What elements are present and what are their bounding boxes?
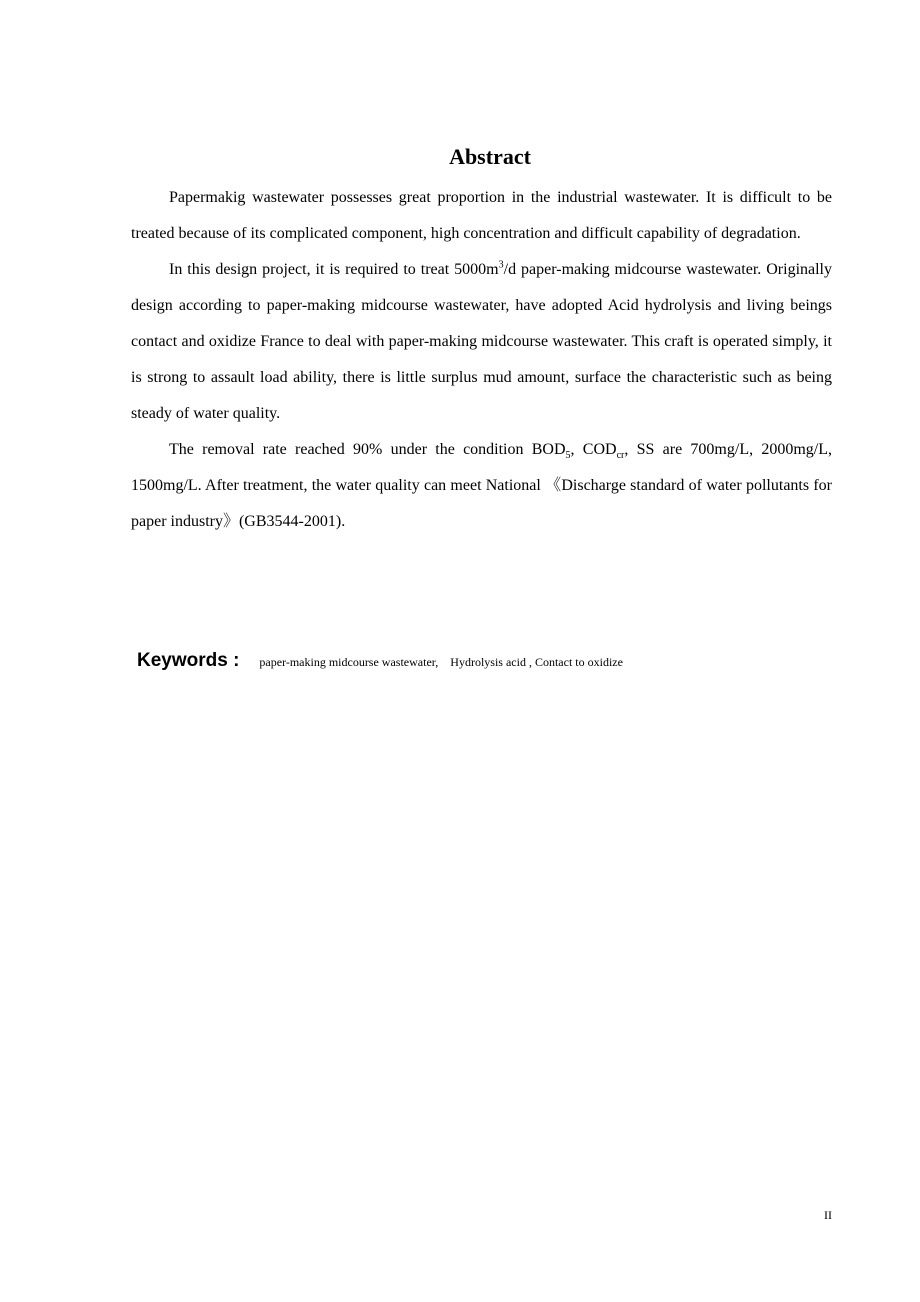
paragraph-3-text-c: , SS are 700mg/L, 2000mg/L, 1500mg/L. After treatment, the water quality can meet National 《Discharge standard of water pollutants for paper industry》(GB3544-2001).	[131, 441, 832, 530]
paragraph-3-text-b: , COD	[570, 441, 617, 458]
keywords-label: Keywords :	[137, 650, 240, 671]
keywords-line	[137, 650, 623, 672]
paragraph-2	[131, 252, 832, 432]
paragraph-1: Papermakig wastewater possesses great proportion in the industrial wastewater. It is difficult to be treated because of its complicated component, high concentration and difficult capability of degradation.	[131, 189, 832, 242]
subscript-bod: 5	[565, 450, 571, 462]
page-number: II	[824, 1208, 832, 1222]
paragraph-3-text-a: The removal rate reached 90% under the condition BOD	[169, 441, 566, 458]
paragraph-2-text-b: /d paper-making midcourse wastewater. Originally design according to paper-making midcourse wastewater, have adopted Acid hydrolysis and living beings contact and oxidize France to deal with paper-making midcourse wastewater. This craft is operated simply, it is strong to assault load ability, there is little surplus mud amount, surface the characteristic such as being steady of water quality.	[131, 261, 833, 422]
paragraph-2-text-a: In this design project, it is required to treat 5000m	[169, 261, 499, 278]
abstract-body	[131, 180, 832, 540]
subscript-cod: cr	[616, 450, 625, 462]
abstract-title: Abstract	[449, 144, 531, 169]
paragraph-3	[131, 432, 832, 540]
superscript-cubed: 3	[498, 259, 504, 271]
keywords-value: paper-making midcourse wastewater, Hydrolysis acid , Contact to oxidize	[259, 655, 623, 669]
